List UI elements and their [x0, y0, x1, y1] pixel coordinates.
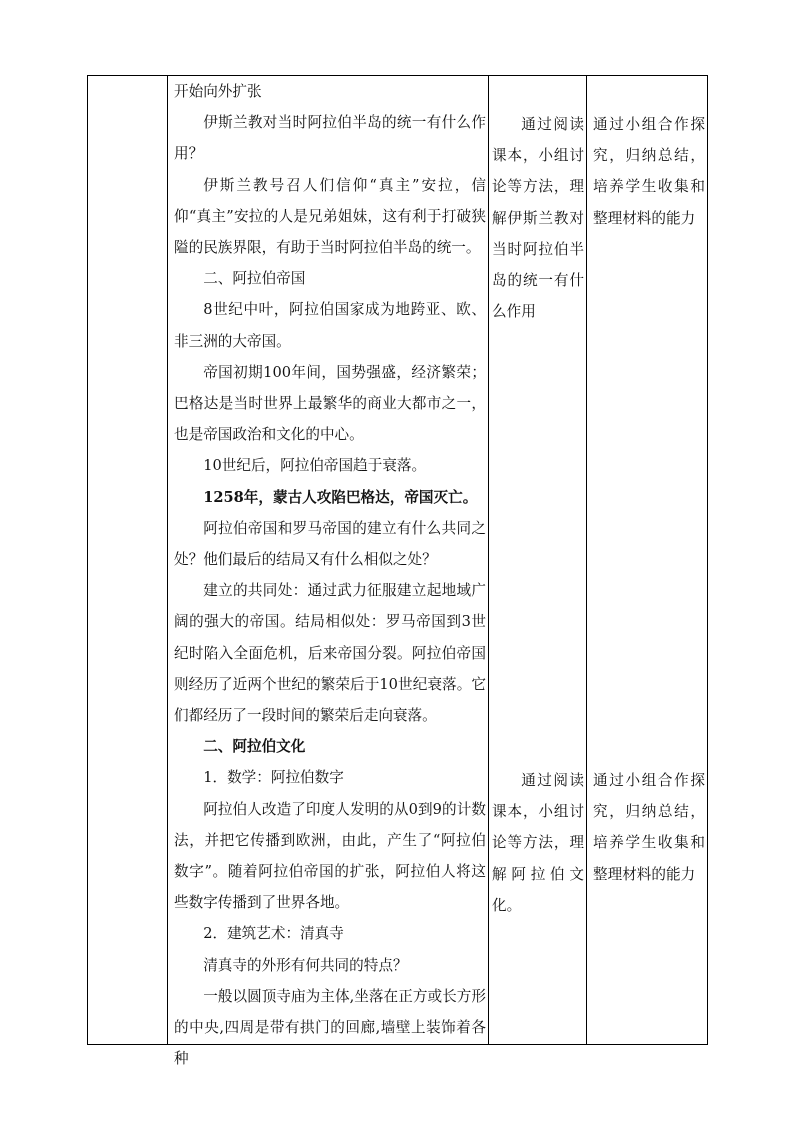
goal-paragraph: 通过小组合作探究，归纳总结，培养学生收集和整理材料的能力: [593, 116, 705, 227]
question-paragraph: 清真寺的外形有何共同的特点？: [203, 956, 408, 974]
method-text-2: [492, 765, 584, 921]
blank-column-cell: [88, 76, 168, 1045]
paragraph: 开始向外扩张: [174, 83, 262, 100]
method-text-1: [492, 109, 584, 327]
bold-paragraph: 1258年，蒙古人攻陷巴格达，帝国灭亡。: [203, 488, 478, 506]
goal-text-1: [593, 109, 705, 234]
paragraph: 帝国初期100年间，国势强盛，经济繁荣；巴格达是当时世界上最繁华的商业大都市之一，也是帝国政治和文化的中心。: [174, 363, 486, 444]
goal-text-2: [593, 765, 705, 890]
paragraph: 建立的共同处：通过武力征服建立起地域广阔的强大的帝国。结局相似处：罗马帝国到3世纪时陷入全面危机，后来帝国分裂。阿拉伯帝国则经历了近两个世纪的繁荣后于10世纪衰落。它们都经历了一段时间的繁荣后走向衰落。: [174, 582, 486, 725]
paragraph: 一般以圆顶寺庙为主体,坐落在正方或长方形的中央,四周是带有拱门的回廊,墙壁上装饰着各种: [174, 987, 486, 1068]
section-heading: 二、阿拉伯帝国: [203, 270, 306, 288]
paragraph: 阿拉伯人改造了印度人发明的从0到9的计数法，并把它传播到欧洲，由此，产生了“阿拉伯数字”。随着阿拉伯帝国的扩张，阿拉伯人将这些数字传播到了世界各地。: [174, 800, 486, 912]
question-paragraph: 伊斯兰教对当时阿拉伯半岛的统一有什么作用？: [174, 114, 486, 163]
question-paragraph: 阿拉伯帝国和罗马帝国的建立有什么共同之处？他们最后的结局又有什么相似之处？: [174, 519, 486, 569]
lesson-plan-table: [87, 75, 708, 1068]
paragraph: 10世纪后，阿拉伯帝国趋于衰落。: [203, 457, 427, 475]
paragraph: 伊斯兰教号召人们信仰“真主”安拉，信仰“真主”安拉的人是兄弟姐妹，这有利于打破狭隘的民族界限，有助于当时阿拉伯半岛的统一。: [174, 176, 486, 257]
subsection-heading: 2．建筑艺术：清真寺: [203, 925, 344, 943]
teaching-content-cell: [168, 76, 489, 1068]
method-cell: [489, 76, 587, 1045]
table-row: [88, 76, 708, 1045]
paragraph: 8世纪中叶，阿拉伯国家成为地跨亚、欧、非三洲的大帝国。: [174, 301, 486, 350]
teaching-content: [174, 76, 486, 1075]
goal-cell: [587, 76, 708, 1045]
method-paragraph: 通过阅读课本，小组讨论等方法，理解伊斯兰教对当时阿拉伯半岛的统一有什么作用: [492, 116, 584, 321]
goal-paragraph: 通过小组合作探究，归纳总结，培养学生收集和整理材料的能力: [593, 772, 705, 883]
method-paragraph: 通过阅读课本，小组讨论等方法，理解阿拉伯文化。: [492, 772, 584, 914]
section-heading: 二、阿拉伯文化: [203, 738, 306, 756]
subsection-heading: 1．数学：阿拉伯数字: [203, 769, 344, 787]
